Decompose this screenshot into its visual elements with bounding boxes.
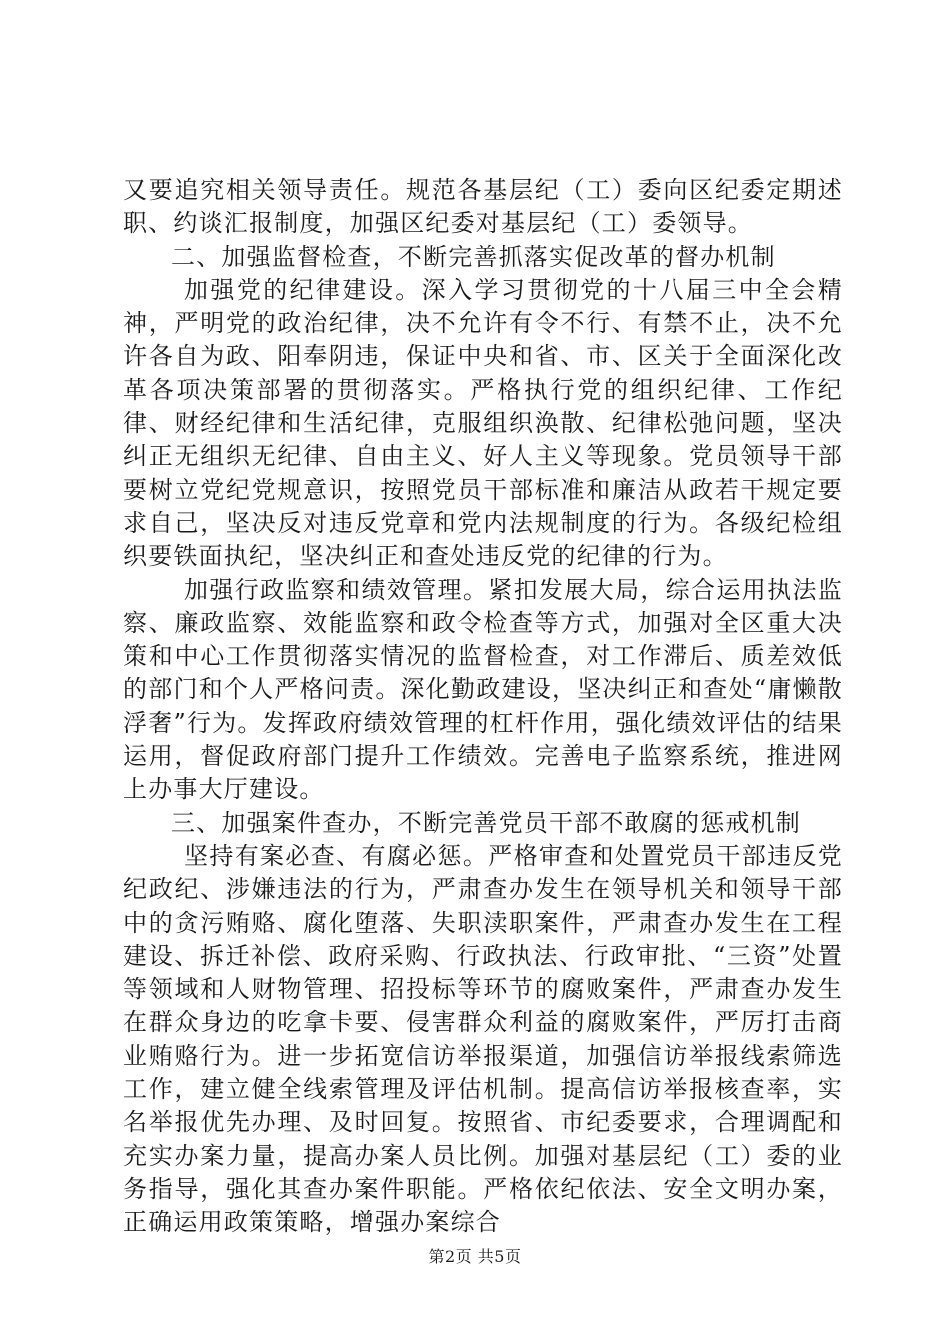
page-number-footer: 第2页 共5页 xyxy=(428,1247,522,1266)
section-heading-2: 二、加强监督检查，不断完善抓落实促改革的督办机制 xyxy=(171,242,776,271)
document-body xyxy=(123,174,843,1240)
paragraph-continuation: 又要追究相关领导责任。规范各基层纪（工）委向区纪委定期述职、约谈汇报制度，加强区纪委对基层纪（工）委领导。 xyxy=(123,176,843,238)
section-heading-3: 三、加强案件查办，不断完善党员干部不敢腐的惩戒机制 xyxy=(171,808,801,837)
paragraph-administrative-supervision: 加强行政监察和绩效管理。紧扣发展大局，综合运用执法监察、廉政监察、效能监察和政令检查等方式，加强对全区重大决策和中心工作贯彻落实情况的监督检查，对工作滞后、质差效低的部门和个人严格问责。深化勤政建设，坚决纠正和查处“庸懒散浮奢”行为。发挥政府绩效管理的杠杆作用，强化绩效评估的结果运用，督促政府部门提升工作绩效。完善电子监察系统，推进网上办事大厅建设。 xyxy=(123,575,843,804)
paragraph-case-handling: 坚持有案必查、有腐必惩。严格审查和处置党员干部违反党纪政纪、涉嫌违法的行为，严肃查办发生在领导机关和领导干部中的贪污贿赂、腐化堕落、失职渎职案件，严肃查办发生在工程建设、拆迁补偿、政府采购、行政执法、行政审批、“三资”处置等领域和人财物管理、招投标等环节的腐败案件，严肃查办发生在群众身边的吃拿卡要、侵害群众利益的腐败案件，严厉打击商业贿赂行为。进一步拓宽信访举报渠道，加强信访举报线索筛选工作，建立健全线索管理及评估机制。提高信访举报核查率，实名举报优先办理、及时回复。按照省、市纪委要求，合理调配和充实办案力量，提高办案人员比例。加强对基层纪（工）委的业务指导，强化其查办案件职能。严格依纪依法、安全文明办案，正确运用政策策略，增强办案综合 xyxy=(123,841,843,1237)
paragraph-party-discipline: 加强党的纪律建设。深入学习贯彻党的十八届三中全会精神，严明党的政治纪律，决不允许有令不行、有禁不止，决不允许各自为政、阳奉阴违，保证中央和省、市、区关于全面深化改革各项决策部署的贯彻落实。严格执行党的组织纪律、工作纪律、财经纪律和生活纪律，克服组织涣散、纪律松弛问题，坚决纠正无组织无纪律、自由主义、好人主义等现象。党员领导干部要树立党纪党规意识，按照党员干部标准和廉洁从政若干规定要求自己，坚决反对违反党章和党内法规制度的行为。各级纪检组织要铁面执纪，坚决纠正和查处违反党的纪律的行为。 xyxy=(123,275,843,571)
